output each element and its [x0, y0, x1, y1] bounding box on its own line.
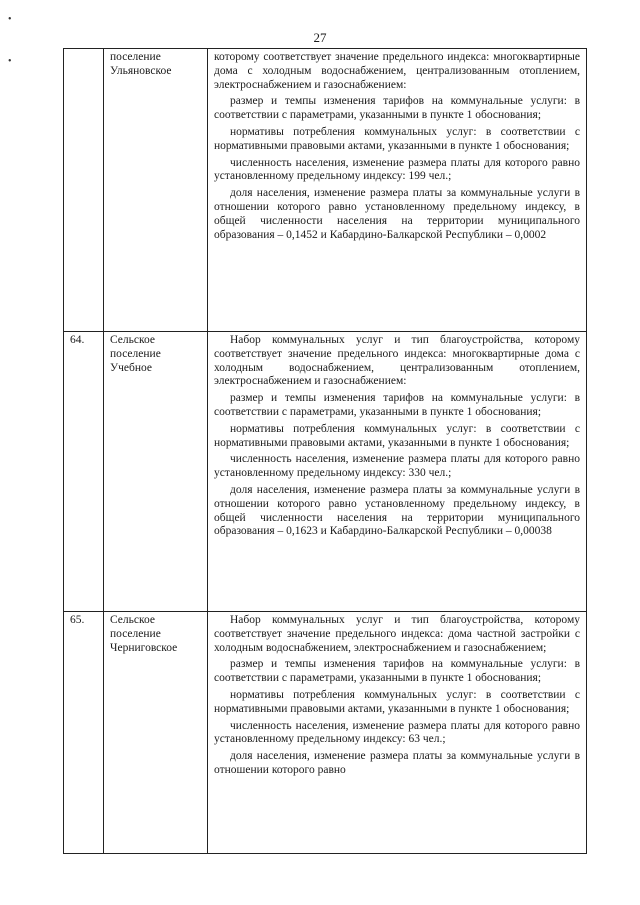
settlement-name-line: Учебное [110, 361, 153, 374]
settlement-name-line: Ульяновское [110, 64, 172, 77]
settlement-name-line: Черниговское [110, 641, 178, 654]
settlement-name [104, 612, 208, 854]
table-row [64, 49, 587, 332]
margin-mark-second: • [8, 56, 12, 67]
row-number [64, 49, 104, 332]
description-paragraph: размер и темпы изменения тарифов на коммунальные услуги: в соответствии с параметрами, указанными в пункте 1 обоснования; [214, 658, 580, 685]
description-paragraph: Набор коммунальных услуг и тип благоустройства, которому соответствует значение предельного индекса: многоквартирные дома с холодным водоснабжением, централизованным отоплением, электроснабжением и газоснабжением: [214, 334, 580, 388]
page-number: 27 [313, 30, 327, 45]
description-paragraph: размер и темпы изменения тарифов на коммунальные услуги: в соответствии с параметрами, указанными в пункте 1 обоснования; [214, 95, 580, 122]
description-paragraph: нормативы потребления коммунальных услуг: в соответствии с нормативными правовыми актами, указанными в пункте 1 обоснования; [214, 125, 580, 152]
settlement-name-line: Сельское [110, 334, 156, 346]
municipal-index-table [63, 48, 587, 854]
row-number: 65. [64, 612, 104, 854]
description-paragraph: Набор коммунальных услуг и тип благоустройства, которому соответствует значение предельного индекса: дома частной застройки с холодным водоснабжением, электроснабжением и газоснабжением; [214, 614, 580, 654]
settlement-name [104, 332, 208, 612]
description-paragraph: численность населения, изменение размера платы для которого равно установленному предельному индексу: 199 чел.; [214, 156, 580, 183]
description-paragraph: доля населения, изменение размера платы за коммунальные услуги в отношении которого равно установленному предельному индексу, в общей численности населения на территории муниципального образования – 0,1623 и Кабардино-Балкарской Республики – 0,00038 [214, 483, 580, 538]
description-cell [208, 49, 587, 332]
description-cell [208, 612, 587, 854]
description-paragraph: нормативы потребления коммунальных услуг: в соответствии с нормативными правовыми актами, указанными в пункте 1 обоснования; [214, 422, 580, 449]
description-paragraph: численность населения, изменение размера платы для которого равно установленному предельному индексу: 330 чел.; [214, 453, 580, 480]
settlement-name-line: поселение [110, 51, 161, 63]
description-cell [208, 332, 587, 612]
description-paragraph: доля населения, изменение размера платы за коммунальные услуги в отношении которого равно установленному предельному индексу, в общей численности населения на территории муниципального образования – 0,1452 и Кабардино-Балкарской Республики – 0,0002 [214, 187, 580, 241]
description-paragraph: размер и темпы изменения тарифов на коммунальные услуги: в соответствии с параметрами, указанными в пункте 1 обоснования; [214, 392, 580, 418]
table-row [64, 612, 587, 854]
margin-mark-top: • [8, 14, 12, 25]
row-number: 64. [64, 332, 104, 612]
settlement-name-line: поселение [110, 627, 161, 640]
description-paragraph: доля населения, изменение размера платы за коммунальные услуги в отношении которого равно [214, 750, 580, 776]
description-paragraph: которому соответствует значение предельного индекса: многоквартирные дома с холодным водоснабжением, централизованным отоплением, электроснабжением и газоснабжением: [214, 51, 580, 91]
table-row [64, 332, 587, 612]
settlement-name [104, 49, 208, 332]
description-paragraph: численность населения, изменение размера платы для которого равно установленному предельному индексу: 63 чел.; [214, 719, 580, 746]
description-paragraph: нормативы потребления коммунальных услуг: в соответствии с нормативными правовыми актами, указанными в пункте 1 обоснования; [214, 688, 580, 715]
settlement-name-line: Сельское [110, 614, 156, 626]
settlement-name-line: поселение [110, 347, 161, 360]
